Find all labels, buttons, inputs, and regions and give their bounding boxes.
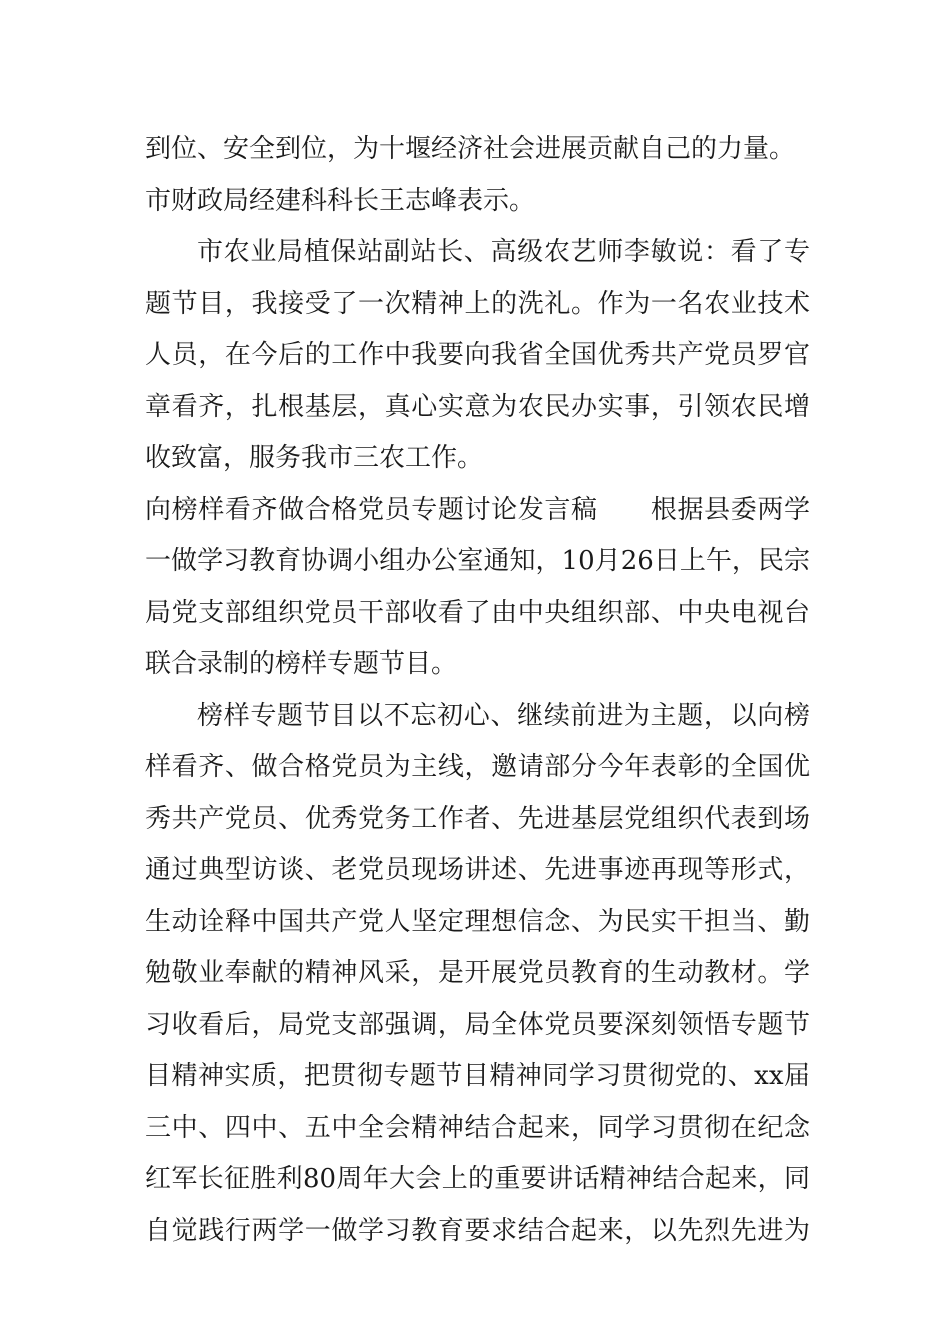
text-line: 习收看后，局党支部强调，局全体党员要深刻领悟专题节 [145, 1009, 810, 1040]
text-line: 勉敬业奉献的精神风采，是开展党员教育的生动教材。学 [145, 958, 810, 988]
text-line: 目精神实质，把贯彻专题节目精神同学习贯彻党的、xx届 [145, 1061, 810, 1091]
text-line: 自觉践行两学一做学习教育要求结合起来，以先烈先进为 [145, 1215, 810, 1246]
document-body-text [145, 124, 810, 1257]
text-line: 市农业局植保站副站长、高级农艺师李敏说：看了专 [197, 237, 810, 267]
text-line: 联合录制的榜样专题节目。 [145, 649, 458, 679]
text-line: 到位、安全到位，为十堰经济社会进展贡献自己的力量。 [145, 134, 796, 164]
text-line: 生动诠释中国共产党人坚定理想信念、为民实干担当、勤 [145, 906, 810, 937]
text-line: 人员，在今后的工作中我要向我省全国优秀共产党员罗官 [145, 340, 810, 370]
text-line: 局党支部组织党员干部收看了由中央组织部、中央电视台 [145, 597, 810, 628]
text-line: 章看齐，扎根基层，真心实意为农民办实事，引领农民增 [145, 391, 810, 422]
text-line: 榜样专题节目以不忘初心、继续前进为主题，以向榜 [197, 700, 810, 731]
text-line: 三中、四中、五中全会精神结合起来，同学习贯彻在纪念 [145, 1112, 810, 1143]
text-line: 市财政局经建科科长王志峰表示。 [145, 185, 536, 216]
text-line: 通过典型访谈、老党员现场讲述、先进事迹再现等形式， [145, 855, 810, 885]
text-line: 题节目，我接受了一次精神上的洗礼。作为一名农业技术 [145, 288, 810, 319]
text-line: 秀共产党员、优秀党务工作者、先进基层党组织代表到场 [145, 803, 810, 834]
text-line: 红军长征胜利80周年大会上的重要讲话精神结合起来，同 [145, 1164, 810, 1194]
text-line: 向榜样看齐做合格党员专题讨论发言稿 根据县委两学 [145, 494, 810, 525]
text-line: 样看齐、做合格党员为主线，邀请部分今年表彰的全国优 [145, 752, 810, 782]
text-line: 一做学习教育协调小组办公室通知，10月26日上午，民宗 [145, 546, 810, 576]
text-line: 收致富，服务我市三农工作。 [145, 443, 484, 473]
